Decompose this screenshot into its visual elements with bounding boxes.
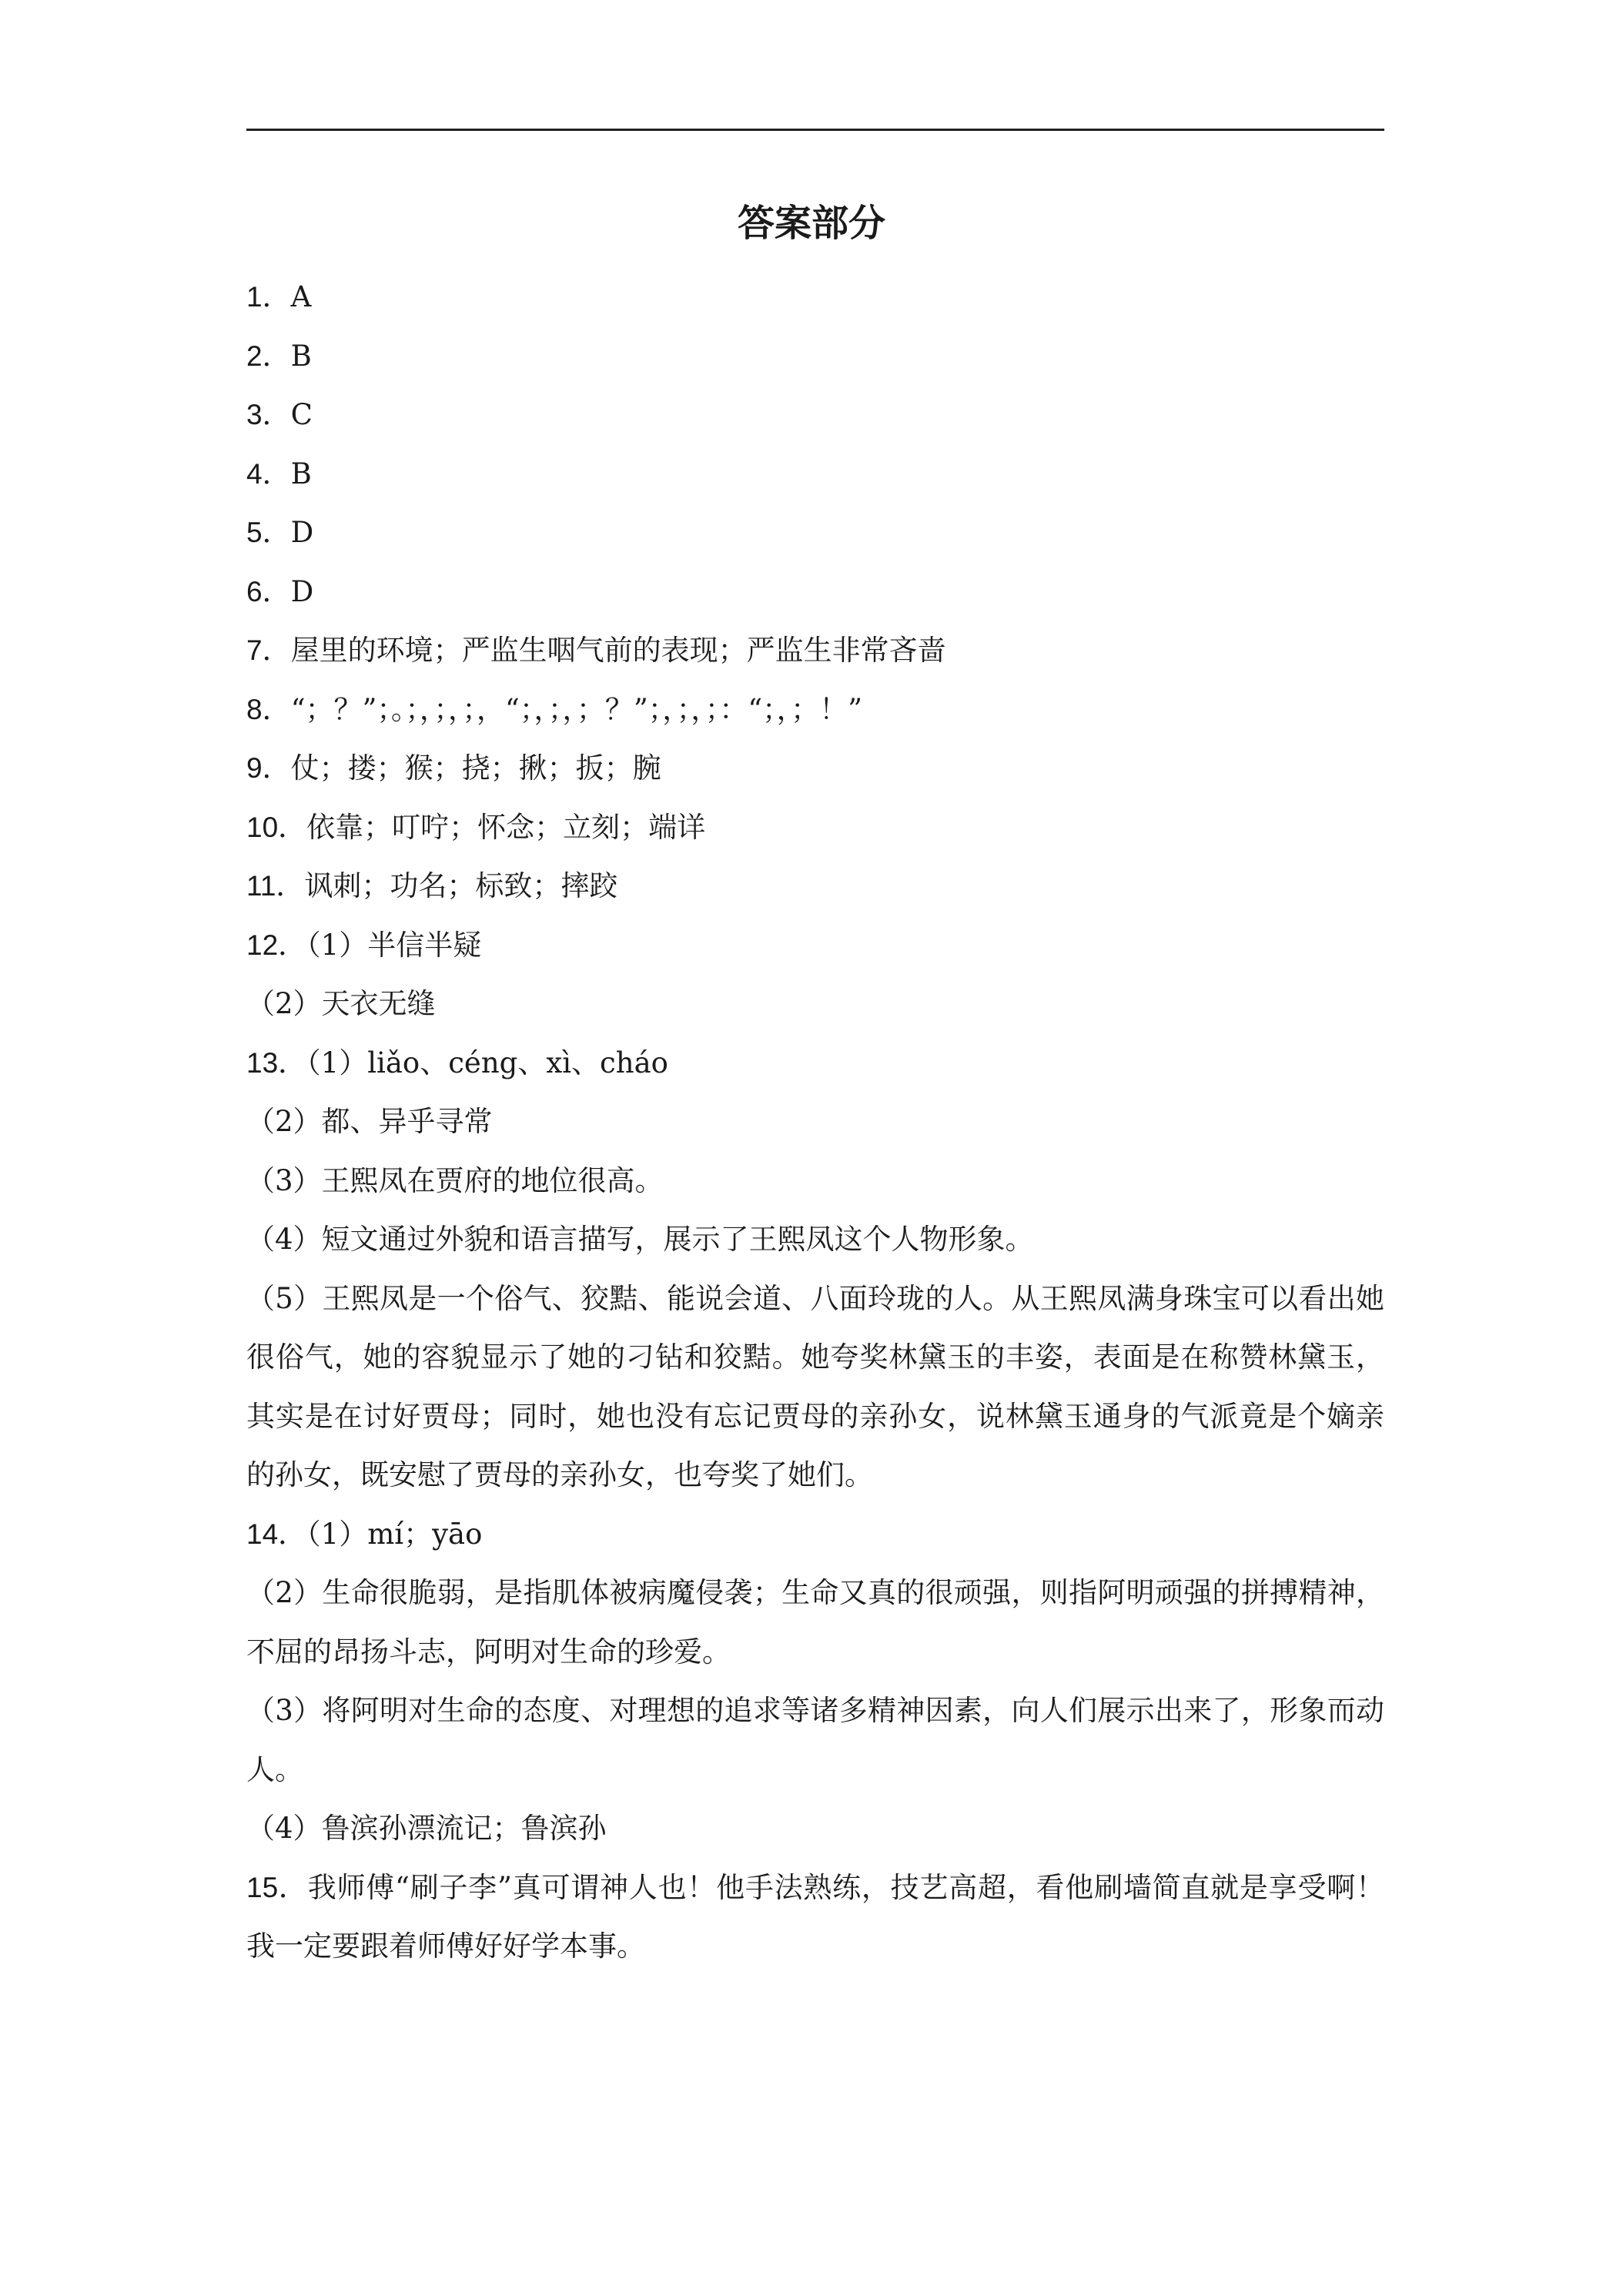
answer-text: B xyxy=(290,457,312,490)
answer-item xyxy=(246,798,1384,858)
answer-text: （4）鲁滨孙漂流记；鲁滨孙 xyxy=(246,1812,607,1845)
answer-item xyxy=(246,1034,1384,1093)
answer-number: 15． xyxy=(246,1871,308,1903)
answer-item xyxy=(246,621,1384,681)
answer-item xyxy=(246,268,1384,327)
answer-text: D xyxy=(290,574,314,608)
page-title: 答案部分 xyxy=(737,202,885,245)
answer-number: 1． xyxy=(246,281,291,313)
answer-text: 依靠；叮咛；怀念；立刻；端详 xyxy=(306,810,706,844)
answer-item xyxy=(246,504,1384,563)
answer-subitem xyxy=(246,1152,1384,1211)
answer-text: D xyxy=(290,516,314,549)
answer-item xyxy=(246,857,1384,916)
answer-subitem xyxy=(246,1799,1384,1859)
answer-number: 3． xyxy=(246,399,291,430)
answer-number: 5． xyxy=(246,517,291,548)
answer-item xyxy=(246,916,1384,976)
answer-subitem xyxy=(246,1682,1384,1799)
answer-number: 6． xyxy=(246,575,291,607)
answer-text: “；？”；。；，；，；，“；，；，；？”；，；，；：“；，；！” xyxy=(290,692,863,726)
answer-number: 9． xyxy=(246,752,291,784)
answer-item xyxy=(246,1859,1384,1976)
answer-number: 7． xyxy=(246,634,291,666)
answer-text: （3）将阿明对生命的态度、对理想的追求等诸多精神因素，向人们展示出来了，形象而动人。 xyxy=(246,1694,1384,1786)
answer-number: 12． xyxy=(246,929,307,961)
answer-text: 我师傅“刷子李”真可谓神人也！他手法熟练，技艺高超，看他刷墙简直就是享受啊！我一定要跟着师傅好好学本事。 xyxy=(246,1870,1384,1963)
answer-subitem xyxy=(246,1210,1384,1270)
answer-number: 2． xyxy=(246,340,291,372)
answer-item xyxy=(246,739,1384,798)
answer-number: 13． xyxy=(246,1046,307,1079)
answer-text: （4）短文通过外貌和语言描写，展示了王熙凤这个人物形象。 xyxy=(246,1223,1034,1256)
answer-subitem xyxy=(246,975,1384,1034)
answer-item xyxy=(246,386,1384,445)
answer-text: 仗；搂；猴；挠；揪；扳；腕 xyxy=(290,751,661,785)
answer-item xyxy=(246,327,1384,387)
answer-number: 11． xyxy=(246,870,305,902)
answer-text: （2）都、异乎寻常 xyxy=(246,1105,493,1138)
answer-text: B xyxy=(290,339,312,373)
answer-item xyxy=(246,563,1384,622)
answer-text: C xyxy=(290,398,313,431)
answer-item xyxy=(246,1505,1384,1565)
answer-subitem xyxy=(246,1270,1384,1505)
answer-number: 8． xyxy=(246,693,291,725)
answer-text: A xyxy=(290,280,312,313)
answer-number: 10． xyxy=(246,811,307,843)
answer-item xyxy=(246,445,1384,504)
answer-number: 14． xyxy=(246,1518,307,1550)
answer-text: （1）liǎo、céng、xì、cháo xyxy=(306,1046,668,1079)
answer-text: （3）王熙凤在贾府的地位很高。 xyxy=(246,1163,664,1197)
answer-text: 讽刺；功名；标致；摔跤 xyxy=(304,869,618,902)
answer-list xyxy=(246,268,1384,1976)
answer-subitem xyxy=(246,1564,1384,1682)
answer-text: （2）生命很脆弱，是指肌体被病魔侵袭；生命又真的很顽强，则指阿明顽强的拼搏精神，不屈的昂扬斗志，阿明对生命的珍爱。 xyxy=(246,1576,1384,1668)
answer-item xyxy=(246,681,1384,740)
header-rule xyxy=(246,129,1384,131)
answer-subitem xyxy=(246,1093,1384,1152)
answer-number: 4． xyxy=(246,457,291,490)
answer-text: （2）天衣无缝 xyxy=(246,987,436,1020)
answer-text: （1）mí；yāo xyxy=(306,1517,483,1551)
answer-text: （1）半信半疑 xyxy=(306,928,482,962)
answer-text: （5）王熙凤是一个俗气、狡黠、能说会道、八面玲珑的人。从王熙凤满身珠宝可以看出她很俗气，她的容貌显示了她的刁钻和狡黠。她夸奖林黛玉的丰姿，表面是在称赞林黛玉，其实是在讨好贾母；同时，她也没有忘记贾母的亲孙女，说林黛玉通身的气派竟是个嫡亲的孙女，既安慰了贾母的亲孙女，也夸奖了她们。 xyxy=(246,1281,1384,1491)
answer-text: 屋里的环境；严监生咽气前的表现；严监生非常吝啬 xyxy=(290,634,946,667)
